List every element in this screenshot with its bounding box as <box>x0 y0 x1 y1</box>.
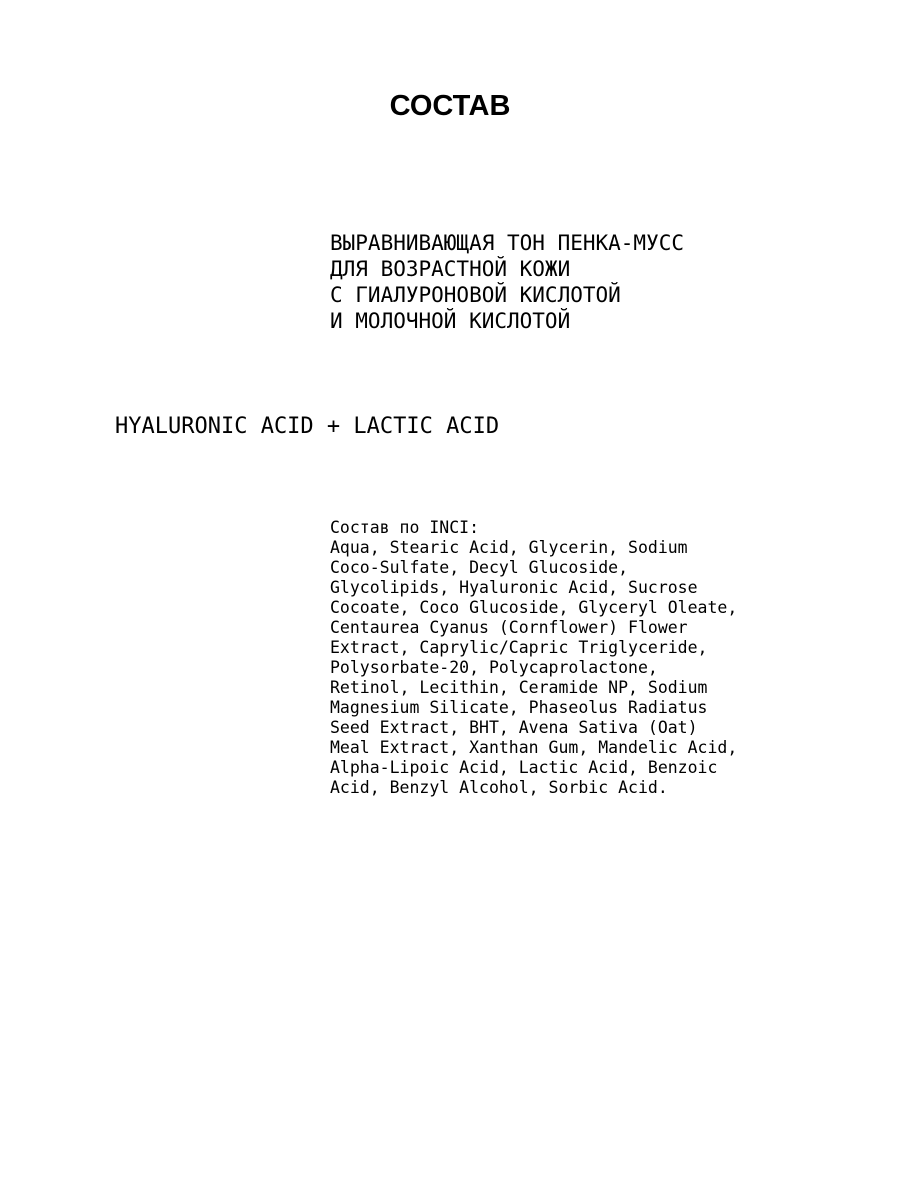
product-name-line: С ГИАЛУРОНОВОЙ КИСЛОТОЙ <box>330 283 621 307</box>
inci-line: Extract, Caprylic/Capric Triglyceride, <box>330 638 708 657</box>
product-name-line: ВЫРАВНИВАЮЩАЯ ТОН ПЕНКА-МУСС <box>330 231 685 255</box>
inci-line: Magnesium Silicate, Phaseolus Radiatus <box>330 698 708 717</box>
key-ingredients-subtitle: HYALURONIC ACID + LACTIC ACID <box>115 414 500 439</box>
inci-line: Acid, Benzyl Alcohol, Sorbic Acid. <box>330 778 668 797</box>
inci-line: Meal Extract, Xanthan Gum, Mandelic Acid, <box>330 738 738 757</box>
inci-line: Polysorbate-20, Polycaprolactone, <box>330 658 658 677</box>
product-name <box>330 230 870 334</box>
inci-line: Retinol, Lecithin, Ceramide NP, Sodium <box>330 678 708 697</box>
product-name-line: И МОЛОЧНОЙ КИСЛОТОЙ <box>330 309 571 333</box>
page-title: СОСТАВ <box>389 90 511 122</box>
inci-line: Alpha-Lipoic Acid, Lactic Acid, Benzoic <box>330 758 718 777</box>
product-name-line: ДЛЯ ВОЗРАСТНОЙ КОЖИ <box>330 257 571 281</box>
inci-line: Coco-Sulfate, Decyl Glucoside, <box>330 558 629 577</box>
inci-line: Centaurea Cyanus (Cornflower) Flower <box>330 618 688 637</box>
inci-heading: Состав по INCI: <box>330 518 480 537</box>
inci-ingredients-block <box>330 518 870 798</box>
inci-line: Seed Extract, BHT, Avena Sativa (Oat) <box>330 718 698 737</box>
inci-line: Aqua, Stearic Acid, Glycerin, Sodium <box>330 538 688 557</box>
inci-line: Cocoate, Coco Glucoside, Glyceryl Oleate, <box>330 598 738 617</box>
inci-line: Glycolipids, Hyaluronic Acid, Sucrose <box>330 578 698 597</box>
